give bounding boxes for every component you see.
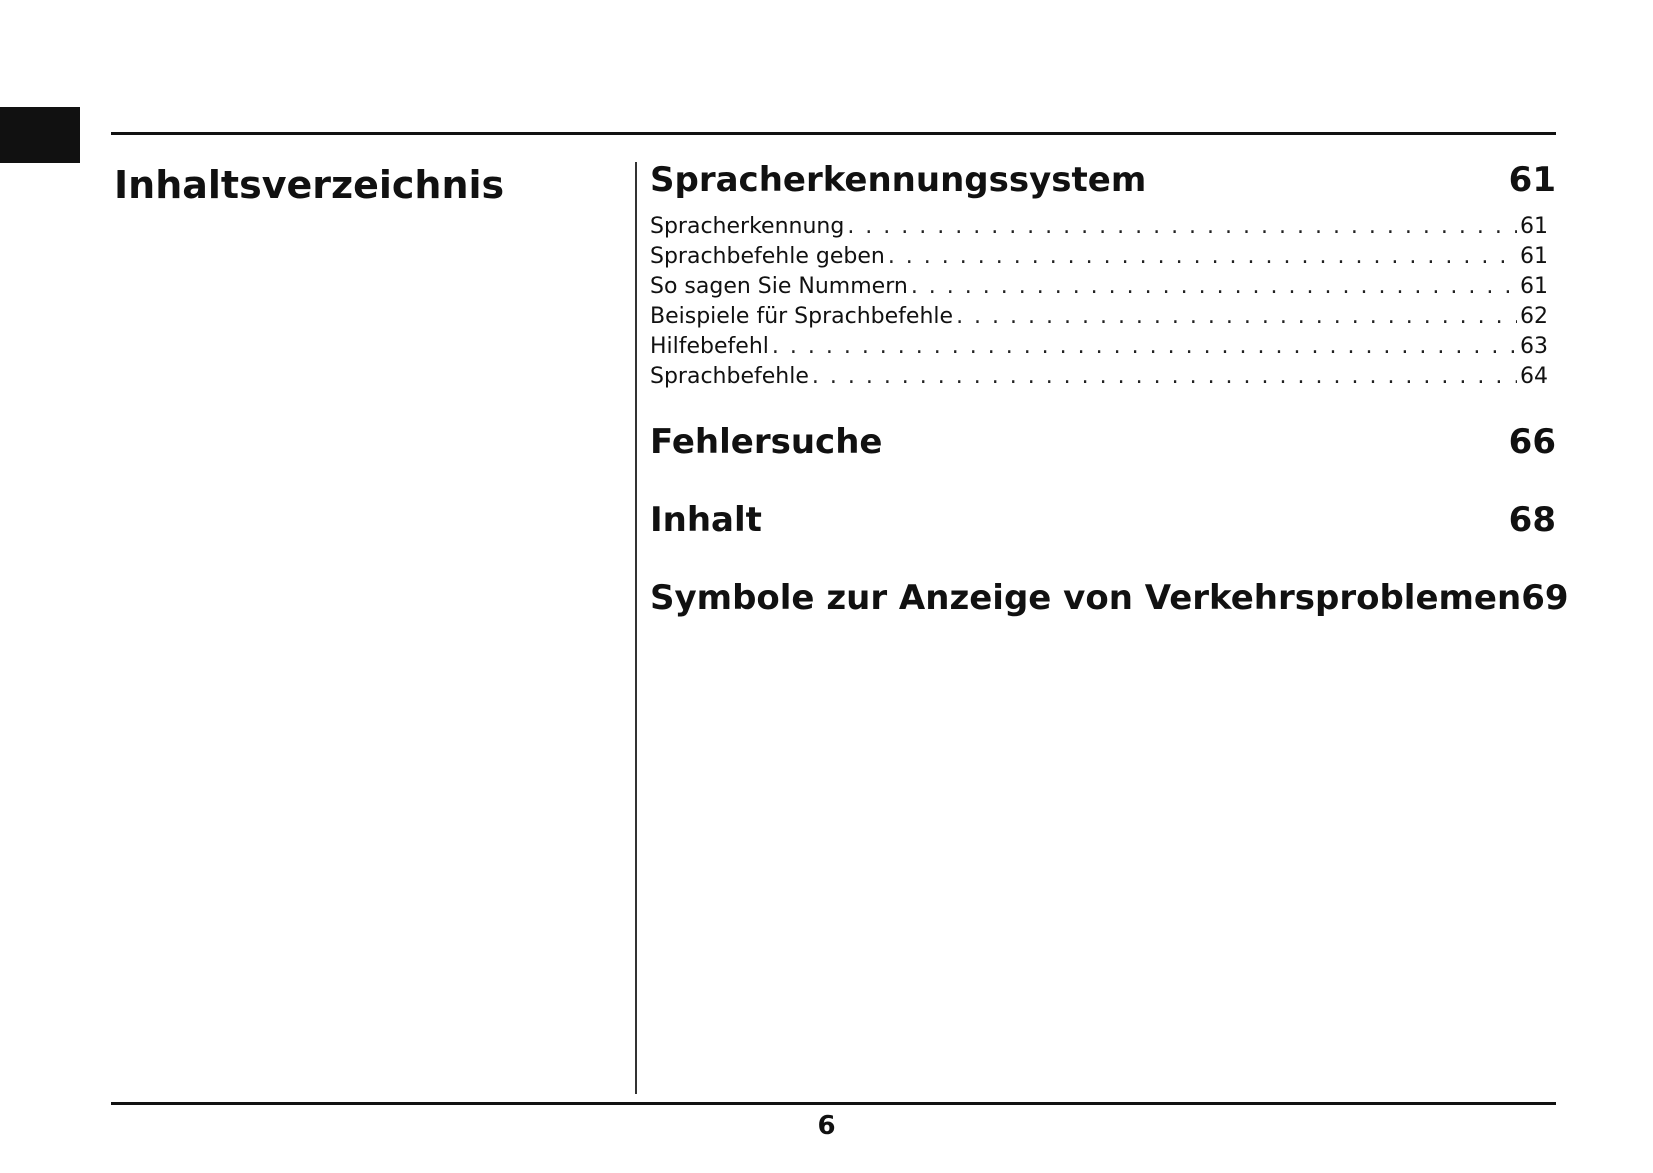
- toc-section-inhalt[interactable]: [650, 495, 1556, 545]
- toc-section-spracherkennungssystem[interactable]: [650, 155, 1556, 205]
- toc-entry[interactable]: [650, 212, 1548, 242]
- toc-entry[interactable]: [650, 302, 1548, 332]
- dot-leader: [847, 212, 1517, 242]
- toc-entry-page: 61: [1520, 244, 1548, 269]
- toc-section-symbole[interactable]: [650, 573, 1569, 623]
- toc-entry-label: Beispiele für Sprachbefehle: [650, 304, 954, 329]
- toc-entry[interactable]: [650, 362, 1548, 392]
- toc-section-title: Spracherkennungssystem: [650, 160, 1147, 200]
- dot-leader: [888, 242, 1517, 272]
- toc-entry-list: [650, 212, 1548, 392]
- toc-entry-label: Sprachbefehle geben: [650, 244, 885, 269]
- toc-section-fehlersuche[interactable]: [650, 417, 1556, 467]
- toc-section-title: Inhalt: [650, 500, 762, 540]
- toc-section-title: Symbole zur Anzeige von Verkehrsproblemen: [650, 578, 1522, 618]
- bottom-rule: [111, 1102, 1556, 1105]
- page-number: 6: [817, 1111, 836, 1141]
- toc-entry-label: Hilfebefehl: [650, 334, 769, 359]
- page-title: Inhaltsverzeichnis: [114, 163, 505, 207]
- toc-section-page: 68: [1508, 500, 1556, 540]
- toc-section-title: Fehlersuche: [650, 422, 883, 462]
- toc-entry[interactable]: [650, 242, 1548, 272]
- table-of-contents: [650, 155, 1569, 623]
- dot-leader: [911, 272, 1517, 302]
- toc-entry-label: So sagen Sie Nummern: [650, 274, 908, 299]
- dot-leader: [956, 302, 1517, 332]
- toc-entry-label: Sprachbefehle: [650, 364, 809, 389]
- dot-leader: [772, 332, 1517, 362]
- top-rule: [111, 132, 1556, 135]
- toc-entry-page: 63: [1520, 334, 1548, 359]
- toc-entry[interactable]: [650, 332, 1548, 362]
- toc-entry-page: 62: [1520, 304, 1548, 329]
- toc-section-page: 69: [1521, 578, 1569, 618]
- toc-section-page: 66: [1508, 422, 1556, 462]
- toc-section-page: 61: [1508, 160, 1556, 200]
- toc-entry-page: 64: [1520, 364, 1548, 389]
- chapter-edge-tab: [0, 107, 80, 163]
- toc-entry-page: 61: [1520, 274, 1548, 299]
- toc-entry-page: 61: [1520, 214, 1548, 239]
- dot-leader: [812, 362, 1517, 392]
- column-divider: [635, 162, 637, 1094]
- toc-entry-label: Spracherkennung: [650, 214, 845, 239]
- toc-entry[interactable]: [650, 272, 1548, 302]
